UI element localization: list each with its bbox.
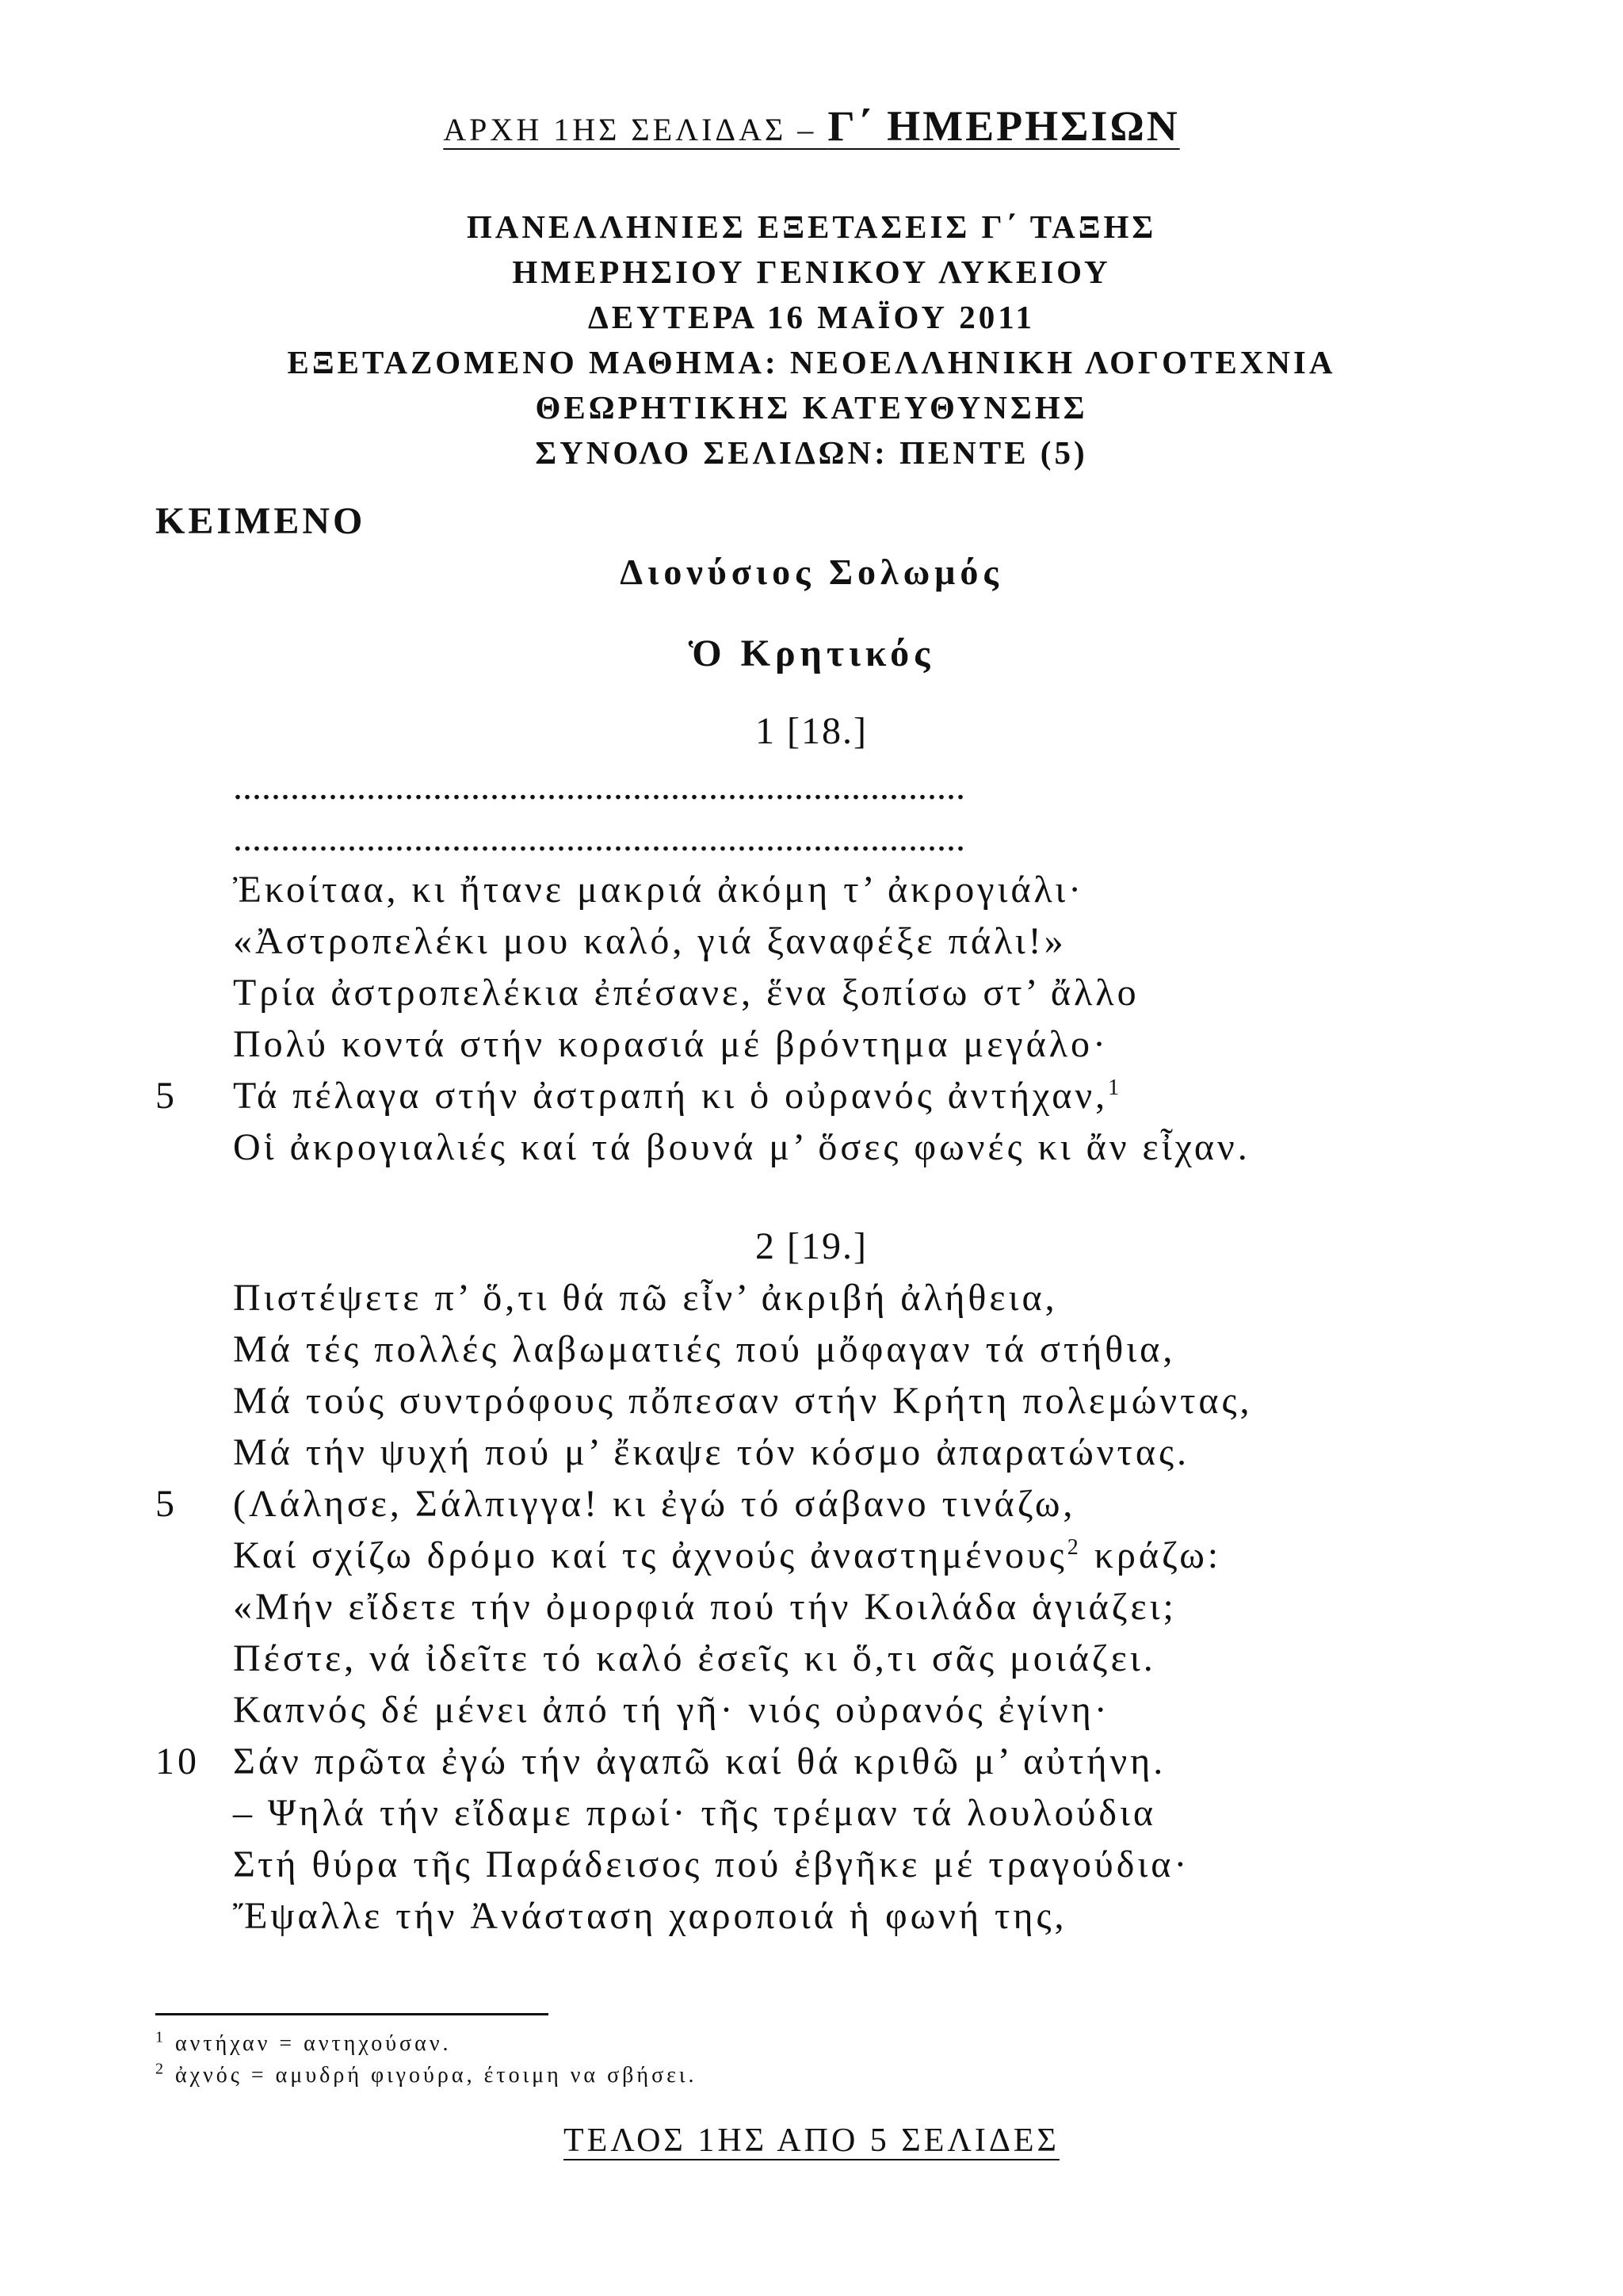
page-header [0, 101, 1623, 151]
footnote-text: αντήχαν = αντηχούσαν. [166, 2031, 452, 2056]
footnote-marker: 1 [1108, 1075, 1123, 1100]
page-footer [0, 2122, 1623, 2160]
verse-line-text: Μά τήν ψυχή πού μ’ ἔκαψε τόν κόσμο ἀπαρατώντας. [233, 1431, 1190, 1473]
page-header-prefix: ΑΡΧΗ 1ΗΣ ΣΕΛΙΔΑΣ – [443, 112, 828, 147]
exam-info-line: ΣΥΝΟΛΟ ΣΕΛΙΔΩΝ: ΠΕΝΤΕ (5) [535, 434, 1088, 471]
section-label: ΚΕΙΜΕΝΟ [155, 500, 366, 542]
footnote-marker: 2 [1067, 1535, 1082, 1560]
verse-line-body-end: κράζω: [1081, 1534, 1222, 1576]
verse-line-text [233, 1074, 1122, 1117]
verse-line-text: Μά τές πολλές λαβωματιές πού μὄφαγαν τά στήθια, [233, 1328, 1176, 1370]
verse-line-text: Ἔψαλλε τήν Ἀνάσταση χαροποιά ἡ φωνή της, [233, 1895, 1067, 1937]
verse-line-text: «Ἀστροπελέκι μου καλό, γιά ξαναφέξε πάλι!» [233, 920, 1067, 962]
exam-info-line: ΘΕΩΡΗΤΙΚΗΣ ΚΑΤΕΥΘΥΝΣΗΣ [535, 389, 1088, 426]
verse-line-number: 10 [155, 1740, 200, 1782]
verse-line-text: Ἐκοίταα, κι ἤτανε μακριά ἀκόμη τ’ ἀκρογιάλι· [233, 869, 1085, 911]
stanza-number: 1 [18.] [755, 710, 868, 752]
verse-line-text: Πιστέψετε π’ ὅ,τι θά πῶ εἶν’ ἀκριβή ἀλήθεια, [233, 1277, 1058, 1319]
page-header-underline [443, 102, 1180, 150]
footnote [155, 2028, 452, 2057]
poem-author: Διονύσιος Σολωμός [620, 552, 1003, 592]
verse-line-text: Πέστε, νά ἰδεῖτε τό καλό ἐσεῖς κι ὅ,τι σᾶς μοιάζει. [233, 1637, 1156, 1679]
exam-info-line: ΕΞΕΤΑΖΟΜΕΝΟ ΜΑΘΗΜΑ: ΝΕΟΕΛΛΗΝΙΚΗ ΛΟΓΟΤΕΧΝΙΑ [287, 344, 1336, 380]
ellipsis-text: ............................................................................. [233, 817, 965, 859]
verse-line-text: – Ψηλά τήν εἴδαμε πρωί· τῆς τρέμαν τά λουλούδια [233, 1792, 1157, 1834]
verse-line-text: Μά τούς συντρόφους πὄπεσαν στήν Κρήτη πολεμώντας, [233, 1380, 1253, 1422]
footnote [155, 2060, 697, 2088]
exam-info-line: ΔΕΥΤΕΡΑ 16 ΜΑΪΟΥ 2011 [588, 299, 1035, 335]
verse-line-number: 5 [155, 1075, 178, 1117]
exam-info-line: ΗΜΕΡΗΣΙΟΥ ΓΕΝΙΚΟΥ ΛΥΚΕΙΟΥ [512, 254, 1111, 290]
stanza-number: 2 [19.] [755, 1225, 868, 1267]
footnote-divider [155, 2013, 548, 2015]
verse-line-text: (Λάλησε, Σάλπιγγα! κι ἐγώ τό σάβανο τινάζω, [233, 1483, 1076, 1525]
verse-line-text: Οἱ ἀκρογιαλιές καί τά βουνά μ’ ὅσες φωνές κι ἄν εἶχαν. [233, 1126, 1251, 1168]
verse-line-text: Σάν πρῶτα ἐγώ τήν ἀγαπῶ καί θά κριθῶ μ’ αὐτήνη. [233, 1740, 1167, 1782]
verse-line-body: Τά πέλαγα στήν ἀστραπή κι ὁ οὐρανός ἀντήχαν, [233, 1075, 1109, 1117]
page-footer-text: ΤΕΛΟΣ 1ΗΣ ΑΠΟ 5 ΣΕΛΙΔΕΣ [563, 2122, 1060, 2159]
exam-info [0, 204, 1623, 476]
verse-line-text: Καπνός δέ μένει ἀπό τή γῆ· νιός οὐρανός ἐγίνη· [233, 1689, 1110, 1731]
page-header-strong: Γ΄ ΗΜΕΡΗΣΙΩΝ [827, 102, 1180, 150]
verse-line-body: Καί σχίζω δρόμο καί τς ἀχνούς ἀναστημένους [233, 1534, 1067, 1576]
verse-line-text: «Μήν εἴδετε τήν ὀμορφιά πού τήν Κοιλάδα ἁγιάζει; [233, 1586, 1177, 1628]
verse-line-text: Πολύ κοντά στήν κορασιά μέ βρόντημα μεγάλο· [233, 1023, 1109, 1065]
exam-info-line: ΠΑΝΕΛΛΗΝΙΕΣ ΕΞΕΤΑΣΕΙΣ Γ΄ ΤΑΞΗΣ [466, 208, 1157, 245]
footnote-text: ἀχνός = αμυδρή φιγούρα, έτοιμη να σβήσει. [166, 2063, 697, 2088]
footnote-mark: 2 [155, 2060, 166, 2078]
verse-line-number: 5 [155, 1483, 178, 1525]
poem-title: Ὁ Κρητικός [688, 632, 935, 674]
verse-line-text: Στή θύρα τῆς Παράδεισος πού ἐβγῆκε μέ τραγούδια· [233, 1843, 1190, 1885]
verse-line-text [233, 1534, 1221, 1577]
verse-line-text: Τρία ἀστροπελέκια ἐπέσανε, ἕνα ξοπίσω στ’ ἄλλο [233, 972, 1140, 1014]
footnote-mark: 1 [155, 2028, 166, 2046]
ellipsis-text: ............................................................................. [233, 766, 965, 808]
